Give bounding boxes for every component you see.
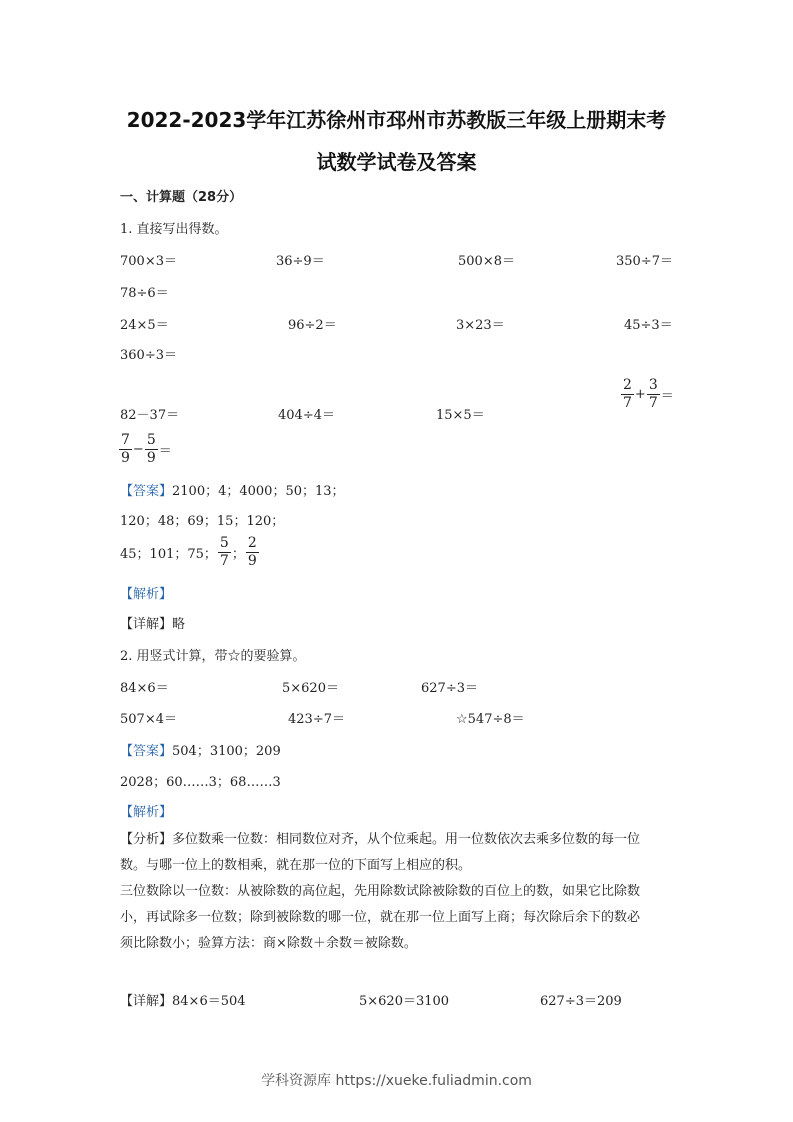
q2-item: 507×4＝	[120, 712, 177, 727]
analysis-line: 小，再试除多一位数；除到被除数的哪一位，就在那一位上面写上商；每次除后余下的数必	[120, 910, 641, 925]
detail-item: 84×6＝504	[172, 994, 246, 1009]
denominator: 7	[648, 395, 658, 411]
q1-item: 36÷9＝	[276, 254, 325, 269]
detail-item: 627÷3＝209	[540, 994, 622, 1009]
document-title-line1: 2022-2023学年江苏徐州市邳州市苏教版三年级上册期末考	[126, 108, 667, 132]
denominator: 7	[623, 395, 632, 411]
fenxi-tag: 【分析】	[120, 832, 173, 847]
fraction-addition-expression	[620, 377, 674, 412]
question-2-prompt: 2. 用竖式计算，带☆的要验算。	[120, 649, 306, 664]
numerator: 7	[121, 432, 130, 448]
fraction	[621, 377, 634, 412]
numerator: 3	[648, 377, 658, 393]
denominator: 9	[247, 553, 257, 569]
numerator: 5	[219, 535, 229, 551]
detail-tag: 【详解】	[120, 617, 173, 632]
section-heading: 一、计算题（28分）	[120, 190, 243, 205]
document-title-line2: 试数学试卷及答案	[316, 150, 477, 174]
q1-item: 700×3＝	[120, 254, 177, 269]
denominator: 9	[121, 450, 130, 466]
answer-tag: 【答案】	[120, 744, 173, 759]
q1-item: 15×5＝	[436, 408, 485, 423]
numerator: 2	[247, 535, 257, 551]
numerator: 5	[146, 432, 156, 448]
q2-answer-line: 2028；60……3；68……3	[120, 775, 281, 790]
q1-item: 45÷3＝	[624, 318, 673, 333]
q1-detail-line	[120, 613, 185, 632]
q1-answer-line	[120, 480, 345, 499]
denominator: 7	[219, 553, 229, 569]
q2-item: 423÷7＝	[288, 712, 345, 727]
question-1-prompt: 1. 直接写出得数。	[120, 222, 228, 237]
page-footer: 学科资源库 https://xueke.fuliadmin.com	[261, 1073, 532, 1089]
analysis-line	[120, 827, 675, 853]
q2-item: 84×6＝	[120, 681, 169, 696]
analysis-line: 须比除数小；验算方法：商×除数＋余数＝被除数。	[120, 936, 417, 951]
analysis-paragraph	[120, 827, 675, 957]
q1-item: 24×5＝	[120, 318, 169, 333]
q1-answer-line: 120；48；69；15；120；	[120, 514, 285, 529]
minus-sign: −	[132, 442, 144, 457]
detail-text: 略	[172, 617, 186, 632]
answer-text: 2100；4；4000；50；13；	[172, 484, 345, 499]
q2-item: ☆547÷8＝	[456, 712, 525, 727]
q1-item: 78÷6＝	[120, 286, 169, 301]
q1-answer-line	[120, 535, 260, 570]
q1-item: 360÷3＝	[120, 348, 177, 363]
q2-answer-line	[120, 740, 281, 759]
q2-item: 5×620＝	[282, 681, 339, 696]
denominator: 9	[146, 450, 156, 466]
q1-item: 96÷2＝	[288, 318, 337, 333]
plus-sign: +	[634, 387, 646, 402]
q2-detail-tag-line	[120, 990, 246, 1009]
q1-item: 404÷4＝	[278, 408, 335, 423]
equals-sign: ＝	[660, 389, 674, 404]
analysis-tag: 【解析】	[120, 805, 173, 820]
numerator: 2	[623, 377, 632, 393]
fraction	[246, 535, 259, 570]
equals-sign: ＝	[158, 444, 172, 459]
detail-item: 5×620＝3100	[359, 994, 450, 1009]
answer-tag: 【答案】	[120, 484, 173, 499]
fraction	[218, 535, 231, 570]
analysis-line: 三位数除以一位数：从被除数的高位起，先用除数试除被除数的百位上的数，如果它比除数	[120, 884, 641, 899]
fraction	[647, 377, 660, 412]
answer-text: 45；101；75；	[120, 547, 217, 562]
q1-item: 500×8＝	[458, 254, 515, 269]
analysis-line: 数。与哪一位上的数相乘，就在那一位的下面写上相应的积。	[120, 858, 472, 873]
separator: ；	[231, 547, 245, 562]
fraction-subtraction-expression	[118, 432, 172, 467]
analysis-tag: 【解析】	[120, 587, 173, 602]
q1-item: 3×23＝	[456, 318, 505, 333]
fraction	[119, 432, 132, 467]
q2-item: 627÷3＝	[421, 681, 478, 696]
q1-item: 350÷7＝	[616, 254, 673, 269]
fraction	[145, 432, 158, 467]
analysis-text: 多位数乘一位数：相同数位对齐，从个位乘起。用一位数依次去乘多位数的每一位	[172, 832, 641, 847]
detail-tag: 【详解】	[120, 994, 173, 1009]
answer-text: 504；3100；209	[172, 744, 281, 759]
q1-item: 82－37＝	[120, 408, 180, 423]
